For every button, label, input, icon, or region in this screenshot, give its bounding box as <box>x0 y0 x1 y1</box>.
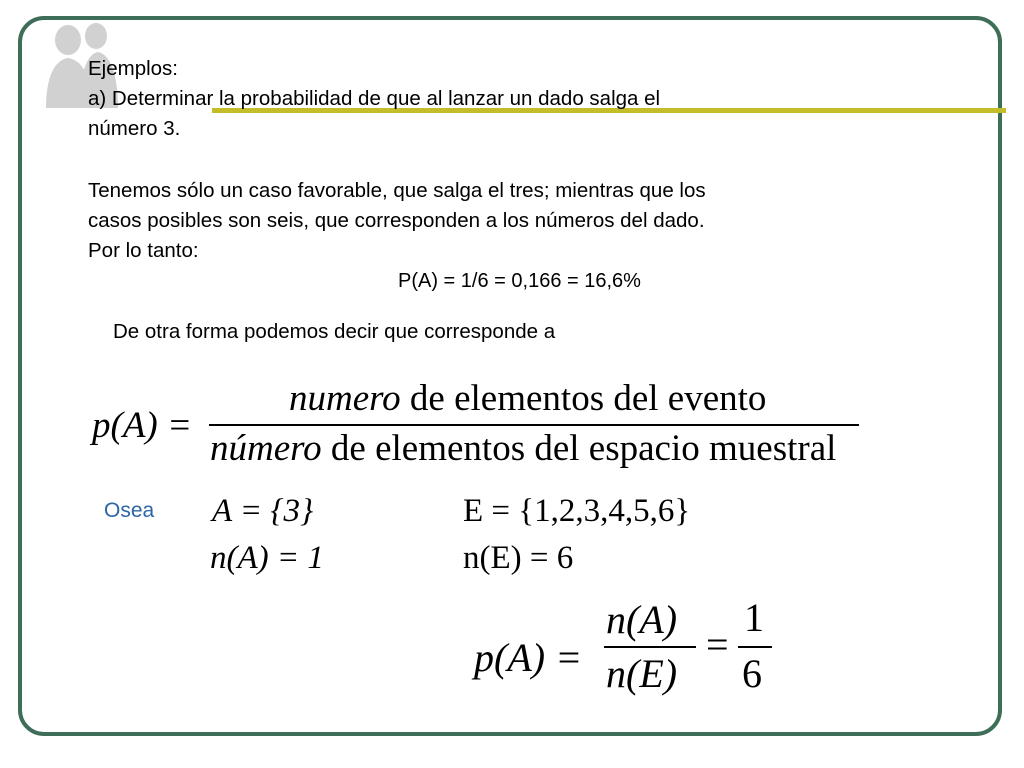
explain-line3: Por lo tanto: <box>88 239 199 262</box>
formula1-num-rest: de elementos del evento <box>400 378 767 419</box>
explain-line1: Tenemos sólo un caso favorable, que salga el tres; mientras que los <box>88 179 706 202</box>
formula2-equals: = <box>706 622 729 667</box>
formula2-den2: 6 <box>742 651 762 696</box>
example-a-line2: número 3. <box>88 117 181 140</box>
heading: Ejemplos: <box>88 57 179 80</box>
formula2-num2: 1 <box>744 595 764 640</box>
count-E: n(E) = 6 <box>463 540 574 576</box>
formula2-bar1 <box>604 646 696 648</box>
formula1-den-rest: de elementos del espacio muestral <box>321 428 837 469</box>
formula1-fraction-bar <box>209 424 859 426</box>
formula2-bar2 <box>738 646 772 648</box>
formula1-den-italic: número <box>210 428 322 469</box>
formula1-denominator <box>210 430 836 467</box>
formula2-num1: n(A) <box>606 597 678 642</box>
set-A: A = {3} <box>212 493 314 529</box>
formula1-num-italic: numero <box>289 378 401 419</box>
formula2-den1: n(E) <box>606 651 678 696</box>
osea-label: Osea <box>104 499 155 522</box>
example-a-line1: a) Determinar la probabilidad de que al lanzar un dado salga el <box>88 87 661 110</box>
explain-line2: casos posibles son seis, que corresponden a los números del dado. <box>88 209 705 232</box>
formula1-lhs: p(A) = <box>92 405 192 446</box>
intro-text: De otra forma podemos decir que corresponde a <box>113 320 556 343</box>
count-A: n(A) = 1 <box>210 540 324 576</box>
set-E: E = {1,2,3,4,5,6} <box>463 493 691 529</box>
formula2-lhs: p(A) = <box>474 635 583 680</box>
probability-result: P(A) = 1/6 = 0,166 = 16,6% <box>398 270 641 292</box>
formula1-numerator <box>289 380 766 417</box>
